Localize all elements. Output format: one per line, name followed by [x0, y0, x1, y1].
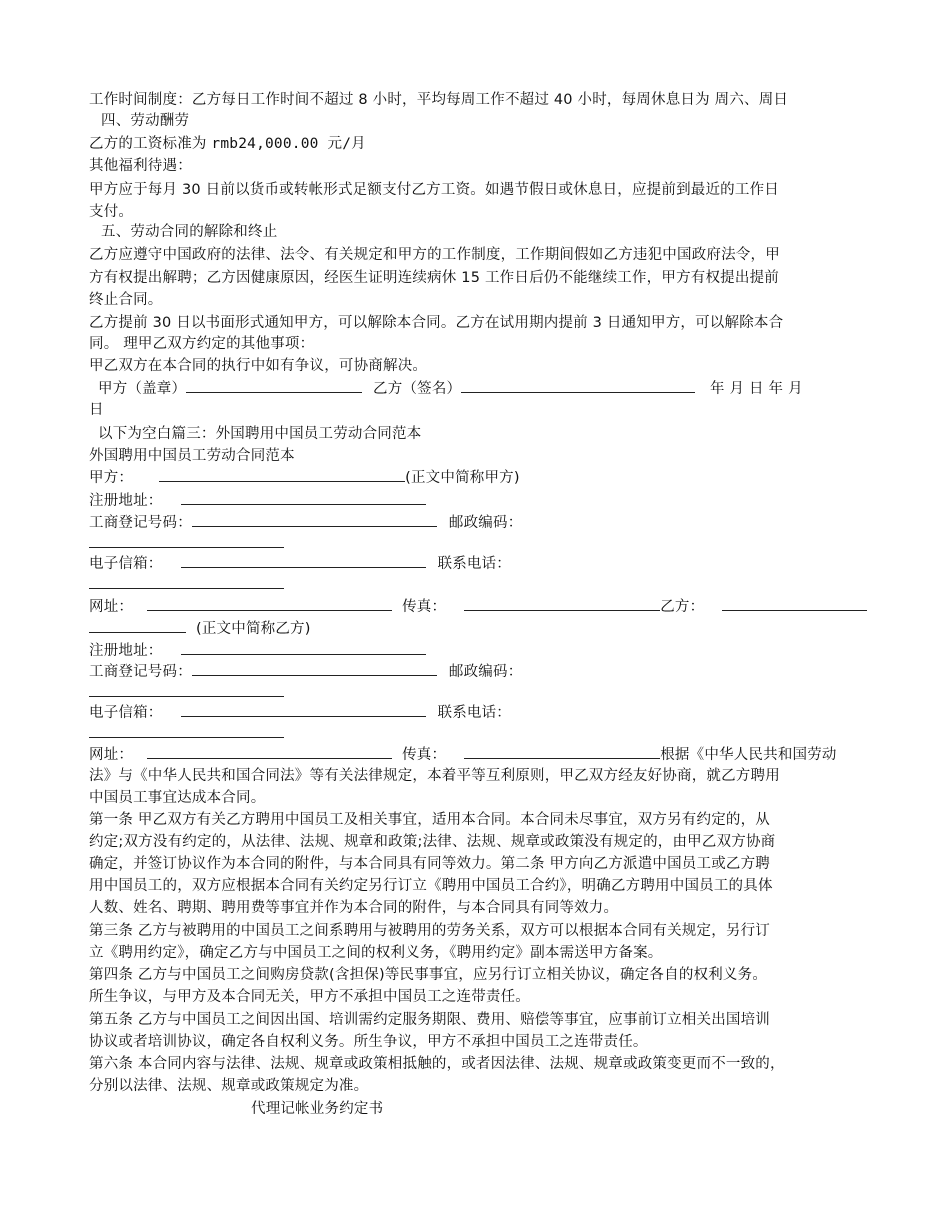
text-line: 第四条 乙方与中国员工之间购房贷款(含担保)等民事事宜，应另行订立相关协议，确定各自的权利义务。 — [89, 967, 768, 983]
blank-line — [89, 574, 284, 589]
form-line — [89, 490, 870, 512]
email-label: 电子信箱： — [89, 705, 163, 721]
form-line — [89, 618, 870, 640]
biz-reg-label: 工商登记号码： — [89, 664, 192, 680]
text-line: 甲方应于每月 30 日前以货币或转帐形式足额支付乙方工资。如遇节假日或休息日，应提前到最近的工作日 — [89, 182, 779, 198]
blank-line — [147, 596, 392, 611]
text-line: 立《聘用约定》，确定乙方与中国员工之间的权利义务，《聘用约定》副本需送甲方备案。 — [89, 945, 663, 961]
website-label: 网址： — [89, 599, 134, 615]
section-heading: 五、劳动合同的解除和终止 — [101, 224, 278, 240]
text-line: 支付。 — [89, 204, 134, 220]
reg-address-label: 注册地址： — [89, 493, 163, 509]
text-line: 以下为空白篇三：外国聘用中国员工劳动合同范本 — [98, 426, 422, 442]
text-line: 人数、姓名、聘期、聘用费等事宜并作为本合同的附件，与本合同具有同等效力。 — [89, 900, 619, 916]
text-segment: 乙方的工资标准为 — [89, 136, 212, 152]
form-line — [89, 744, 870, 766]
document-subtitle: 外国聘用中国员工劳动合同范本 — [89, 448, 295, 464]
salary-value: rmb24,000.00 元/月 — [211, 136, 366, 152]
website-label: 网址： — [89, 747, 134, 763]
form-line — [89, 574, 870, 596]
email-label: 电子信箱： — [89, 556, 163, 572]
date-label: 年 月 日 年 月 — [710, 381, 803, 397]
text-line: 同。 理甲乙双方约定的其他事项： — [89, 336, 315, 352]
blank-line — [192, 512, 437, 527]
form-line — [89, 467, 870, 489]
text-line: 所生争议，与甲方及本合同无关，甲方不承担中国员工之连带责任。 — [89, 989, 530, 1005]
section-title: 代理记帐业务约定书 — [251, 1101, 384, 1117]
blank-line — [192, 661, 437, 676]
text-line: 乙方提前 30 日以书面形式通知甲方，可以解除本合同。乙方在试用期内提前 3 日通知甲方，可以解除本合 — [89, 315, 784, 331]
form-line — [89, 640, 870, 662]
note-text: (正文中简称甲方) — [405, 470, 520, 486]
party-a-seal-label: 甲方（盖章） — [98, 381, 187, 397]
text-line: 第三条 乙方与被聘用的中国员工之间系聘用与被聘用的劳务关系，双方可以根据本合同有关规定，另行订 — [89, 923, 771, 939]
text-line: 约定;双方没有约定的，从法律、法规、规章和政策;法律、法规、规章或政策没有规定的，由甲乙双方协商 — [89, 834, 776, 850]
text-segment: 根据《中华人民共和国劳动 — [660, 747, 837, 763]
blank-line — [147, 744, 392, 759]
text-line: 甲乙双方在本合同的执行中如有争议，可协商解决。 — [89, 358, 428, 374]
fax-label: 传真： — [402, 599, 447, 615]
blank-line — [89, 533, 284, 548]
blank-line — [89, 723, 284, 738]
text-line: 第五条 乙方与中国员工之间因出国、培训需约定服务期限、费用、赔偿等事宜，应事前订立相关出国培训 — [89, 1012, 771, 1028]
form-line — [89, 533, 870, 555]
party-a-label: 甲方： — [89, 470, 134, 486]
form-line — [89, 661, 870, 683]
text-line: 日 — [89, 402, 104, 418]
biz-reg-label: 工商登记号码： — [89, 515, 192, 531]
party-b-label: 乙方： — [660, 599, 705, 615]
blank-line — [89, 618, 186, 633]
text-line: 方有权提出解聘；乙方因健康原因，经医生证明连续病休 15 工作日后仍不能继续工作，甲方有权提出提前 — [89, 270, 779, 286]
blank-line — [186, 378, 362, 393]
phone-label: 联系电话： — [437, 556, 511, 572]
form-line — [89, 553, 870, 575]
note-text: (正文中简称乙方) — [196, 621, 311, 637]
signature-line — [98, 378, 870, 400]
form-line — [89, 512, 870, 534]
text-line: 分别以法律、法规、规章或政策规定为准。 — [89, 1078, 369, 1094]
blank-line — [181, 640, 426, 655]
text-line: 第六条 本合同内容与法律、法规、规章或政策相抵触的，或者因法律、法规、规章或政策变更而不一致的， — [89, 1056, 785, 1072]
form-line — [89, 723, 870, 745]
blank-line — [181, 490, 426, 505]
text-line: 第一条 甲乙双方有关乙方聘用中国员工及相关事宜，适用本合同。本合同未尽事宜，双方另有约定的，从 — [89, 812, 771, 828]
fax-label: 传真： — [402, 747, 447, 763]
text-line: 终止合同。 — [89, 292, 163, 308]
blank-line — [464, 744, 660, 759]
text-line: 工作时间制度：乙方每日工作时间不超过 8 小时，平均每周工作不超过 40 小时，每周休息日为 周六、周日 — [89, 92, 789, 108]
text-line: 用中国员工的，双方应根据本合同有关约定另行订立《聘用中国员工合约》，明确乙方聘用中国员工的具体 — [89, 878, 773, 894]
blank-line — [461, 378, 695, 393]
reg-address-label: 注册地址： — [89, 643, 163, 659]
blank-line — [159, 467, 405, 482]
postcode-label: 邮政编码： — [448, 515, 523, 531]
section-heading: 四、劳动酬劳 — [101, 113, 190, 129]
text-line: 乙方应遵守中国政府的法律、法令、有关规定和甲方的工作制度，工作期间假如乙方违犯中国政府法令，甲 — [89, 247, 780, 263]
blank-line — [89, 682, 284, 697]
blank-line — [181, 553, 426, 568]
form-line — [89, 596, 870, 618]
text-line — [89, 134, 870, 155]
party-b-sign-label: 乙方（签名） — [373, 381, 462, 397]
phone-label: 联系电话： — [437, 705, 511, 721]
text-line: 其他福利待遇： — [89, 158, 192, 174]
blank-line — [464, 596, 660, 611]
text-line: 协议或者培训协议，确定各自权利义务。所生争议，甲方不承担中国员工之连带责任。 — [89, 1034, 648, 1050]
postcode-label: 邮政编码： — [448, 664, 523, 680]
blank-line — [722, 596, 867, 611]
blank-line — [181, 702, 426, 717]
text-line: 法》与《中华人民共和国合同法》等有关法律规定，本着平等互利原则，甲乙双方经友好协商，就乙方聘用 — [89, 768, 780, 784]
form-line — [89, 682, 870, 704]
text-line: 确定，并签订协议作为本合同的附件，与本合同具有同等效力。第二条 甲方向乙方派遣中国员工或乙方聘 — [89, 856, 771, 872]
form-line — [89, 702, 870, 724]
text-line: 中国员工事宜达成本合同。 — [89, 790, 266, 806]
